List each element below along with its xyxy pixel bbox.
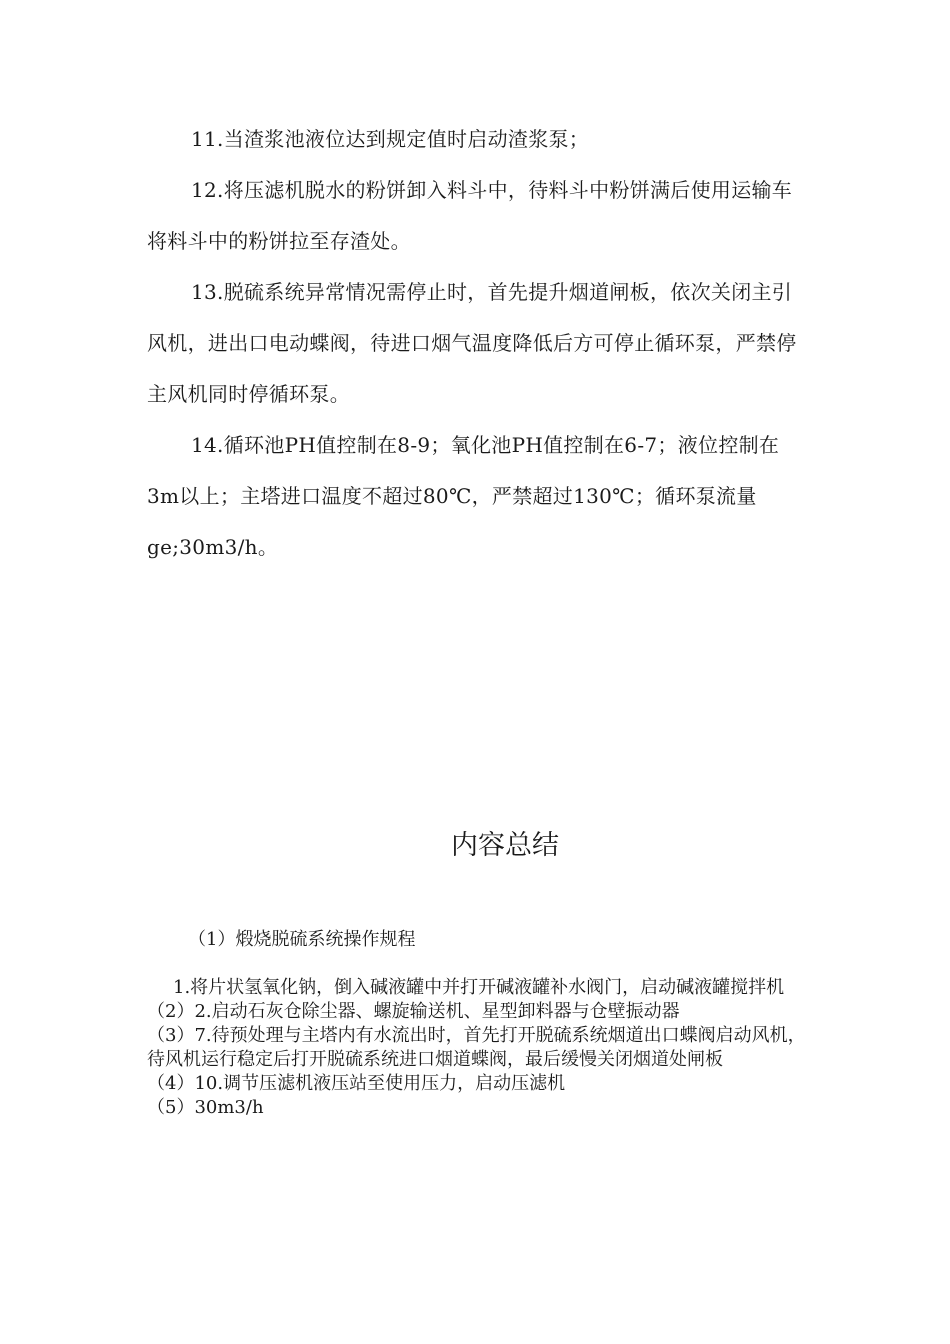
summary-heading: （1）煅烧脱硫系统操作规程: [188, 929, 416, 950]
summary-item: 1.将片状氢氧化钠，倒入碱液罐中并打开碱液罐补水阀门，启动碱液罐搅拌机: [173, 977, 785, 998]
summary-item: （4）10.调节压滤机液压站至使用压力，启动压滤机: [147, 1073, 566, 1094]
summary-item: （2）2.启动石灰仓除尘器、螺旋输送机、星型卸料器与仓壁振动器: [147, 1001, 680, 1022]
paragraph-14: 14.循环池PH值控制在8-9；氧化池PH值控制在6-7；液位控制在3m以上；主塔进口温度不超过80℃，严禁超过130℃；循环泵流量ge;30m3/h。: [147, 433, 780, 559]
summary-item: （5）30m3/h: [147, 1097, 264, 1118]
summary-list: [147, 976, 807, 1120]
paragraph-13: 13.脱硫系统异常情况需停止时，首先提升烟道闸板，依次关闭主引风机，进出口电动蝶阀，待进口烟气温度降低后方可停止循环泵，严禁停主风机同时停循环泵。: [147, 280, 797, 406]
summary-title: 内容总结: [451, 830, 559, 861]
paragraph-12: 12.将压滤机脱水的粉饼卸入料斗中，待料斗中粉饼满后使用运输车将料斗中的粉饼拉至存渣处。: [147, 178, 793, 253]
body-text: [147, 114, 807, 573]
paragraph-11: 11.当渣浆池液位达到规定值时启动渣浆泵；: [191, 127, 590, 151]
summary-item: （3）7.待预处理与主塔内有水流出时，首先打开脱硫系统烟道出口蝶阀启动风机，待风机运行稳定后打开脱硫系统进口烟道蝶阀，最后缓慢关闭烟道处闸板: [147, 1025, 806, 1070]
